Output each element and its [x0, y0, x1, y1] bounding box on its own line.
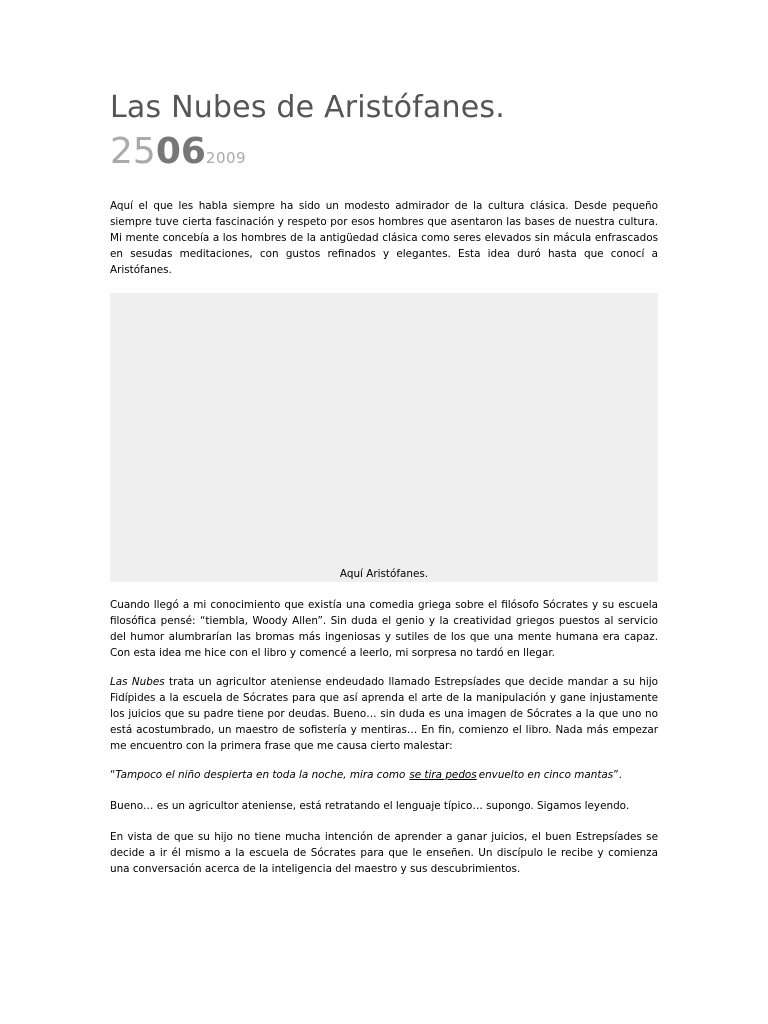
- image-caption: Aquí Aristófanes.: [339, 568, 429, 580]
- date-year: 2009: [205, 149, 247, 167]
- date-day: 25: [110, 131, 156, 172]
- paragraph-6: En vista de que su hijo no tiene mucha intención de aprender a ganar juicios, el buen Estrepsíades se decide a ir él mismo a la escuela de Sócrates para que le enseñen. Un discípulo le recibe y comienza una conversación acerca de la inteligencia del maestro y sus descubrimientos.: [110, 831, 658, 875]
- quote-link-text: se tira pedos: [409, 769, 477, 781]
- book-title: Las Nubes: [110, 676, 165, 688]
- post-title: Las Nubes de Aristófanes.: [110, 90, 505, 125]
- quote-close-mark: ”.: [613, 769, 622, 781]
- quote-text-before: Tampoco el niño despierta en toda la noche, mira como: [115, 769, 406, 781]
- paragraph-3-text: trata un agricultor ateniense endeudado llamado Estrepsíades que decide mandar a su hijo Fidípides a la escuela de Sócrates para que así aprenda el arte de la manipulación y gane injustamente los juicios que su padre tiene por deudas. Bueno… sin duda es una imagen de Sócrates a la que uno no está acostumbrado, un maestro de sofistería y mentiras… En fin, comienzo el libro. Nada más empezar me encuentro con la primera frase que me causa cierto malestar:: [110, 676, 658, 752]
- post-date: [110, 131, 247, 172]
- paragraph-5: Bueno… es un agricultor ateniense, está retratando el lenguaje típico… supongo. Sigamos leyendo.: [110, 800, 630, 812]
- date-month: 06: [155, 131, 206, 172]
- quote-open-mark: “: [110, 769, 116, 781]
- intro-paragraph: Aquí el que les habla siempre ha sido un modesto admirador de la cultura clásica. Desde pequeño siempre tuve cierta fascinación y respeto por esos hombres que asentaron las bases de nuestra cultura. Mi mente concebía a los hombres de la antigüedad clásica como seres elevados sin mácula enfrascados en sesudas meditaciones, con gustos refinados y elegantes. Esta idea duró hasta que conocí a Aristófanes.: [110, 200, 658, 276]
- paragraph-2: Cuando llegó a mi conocimiento que existía una comedia griega sobre el filósofo Sócrates y su escuela filosófica pensé: “tiembla, Woody Allen”. Sin duda el genio y la creatividad griegos puestos al servicio del humor alumbrarían las bromas más ingeniosas y sutiles de los que una mente humana era capaz. Con esta idea me hice con el libro y comencé a leerlo, mi sorpresa no tardó en llegar.: [110, 599, 658, 659]
- image-placeholder: [110, 293, 658, 582]
- paragraph-3: [110, 674, 658, 754]
- quote-text-after: envuelto en cinco mantas: [478, 769, 614, 781]
- quote-link[interactable]: [409, 769, 476, 781]
- quote-paragraph: [110, 767, 658, 783]
